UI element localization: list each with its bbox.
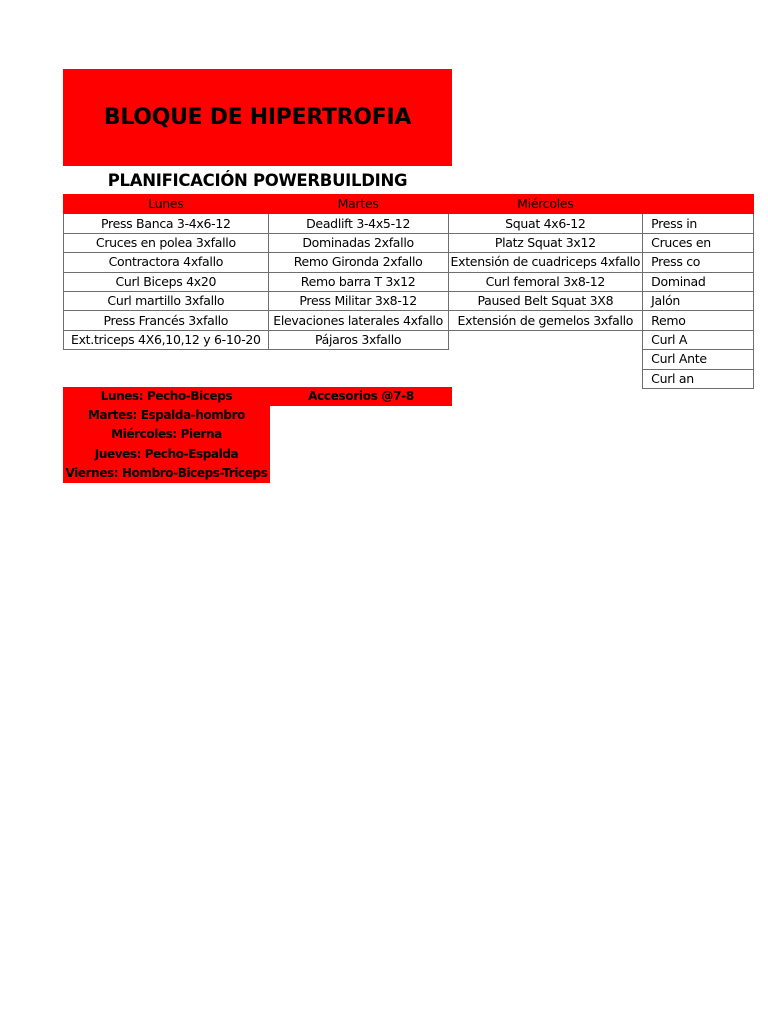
table-cell: Remo bbox=[643, 311, 754, 330]
table-cell bbox=[64, 369, 269, 388]
accesorios-label: Accesorios @7-8 bbox=[270, 387, 452, 406]
table-cell: Cruces en bbox=[643, 233, 754, 252]
table-cell: Elevaciones laterales 4xfallo bbox=[268, 311, 448, 330]
table-cell bbox=[268, 369, 448, 388]
table-cell: Press in bbox=[643, 214, 754, 233]
table-cell: Dominadas 2xfallo bbox=[268, 233, 448, 252]
column-header bbox=[643, 195, 754, 214]
table-row bbox=[64, 291, 754, 310]
table-cell: Curl Ante bbox=[643, 350, 754, 369]
split-item: Miércoles: Pierna bbox=[63, 425, 270, 444]
table-cell: Contractora 4xfallo bbox=[64, 253, 269, 272]
table-row bbox=[64, 311, 754, 330]
table-row bbox=[64, 233, 754, 252]
table-cell bbox=[448, 350, 643, 369]
table-cell: Press Francés 3xfallo bbox=[64, 311, 269, 330]
weekly-split-list bbox=[63, 387, 270, 483]
table-cell: Paused Belt Squat 3X8 bbox=[448, 291, 643, 310]
table-row bbox=[64, 330, 754, 349]
table-cell: Cruces en polea 3xfallo bbox=[64, 233, 269, 252]
table-cell: Pájaros 3xfallo bbox=[268, 330, 448, 349]
split-item: Lunes: Pecho-Biceps bbox=[63, 387, 270, 406]
table-cell: Deadlift 3-4x5-12 bbox=[268, 214, 448, 233]
table-row bbox=[64, 272, 754, 291]
table-header-row bbox=[64, 195, 754, 214]
split-item: Jueves: Pecho-Espalda bbox=[63, 445, 270, 464]
table-cell: Curl martillo 3xfallo bbox=[64, 291, 269, 310]
page-subtitle: PLANIFICACIÓN POWERBUILDING bbox=[107, 170, 408, 190]
table-cell: Extensión de cuadriceps 4xfallo bbox=[448, 253, 643, 272]
routine-table bbox=[63, 194, 754, 389]
table-cell bbox=[64, 350, 269, 369]
table-cell: Press Militar 3x8-12 bbox=[268, 291, 448, 310]
table-cell: Curl Biceps 4x20 bbox=[64, 272, 269, 291]
column-header: Lunes bbox=[64, 195, 269, 214]
table-cell: Curl femoral 3x8-12 bbox=[448, 272, 643, 291]
table-cell: Jalón bbox=[643, 291, 754, 310]
page-title: BLOQUE DE HIPERTROFIA bbox=[103, 105, 412, 130]
table-cell: Press co bbox=[643, 253, 754, 272]
table-cell bbox=[448, 330, 643, 349]
table-cell: Remo Gironda 2xfallo bbox=[268, 253, 448, 272]
table-cell: Press Banca 3-4x6-12 bbox=[64, 214, 269, 233]
table-cell: Platz Squat 3x12 bbox=[448, 233, 643, 252]
table-cell: Extensión de gemelos 3xfallo bbox=[448, 311, 643, 330]
table-cell: Curl an bbox=[643, 369, 754, 388]
table-row bbox=[64, 350, 754, 369]
split-item: Viernes: Hombro-Biceps-Triceps bbox=[63, 464, 270, 483]
split-item: Martes: Espalda-hombro bbox=[63, 406, 270, 425]
table-cell bbox=[268, 350, 448, 369]
column-header: Martes bbox=[268, 195, 448, 214]
table-cell bbox=[448, 369, 643, 388]
table-cell: Remo barra T 3x12 bbox=[268, 272, 448, 291]
table-cell: Squat 4x6-12 bbox=[448, 214, 643, 233]
table-row bbox=[64, 253, 754, 272]
table-row bbox=[64, 369, 754, 388]
table-cell: Dominad bbox=[643, 272, 754, 291]
table-row bbox=[64, 214, 754, 233]
table-cell: Ext.triceps 4X6,10,12 y 6-10-20 bbox=[64, 330, 269, 349]
column-header: Miércoles bbox=[448, 195, 643, 214]
table-cell: Curl A bbox=[643, 330, 754, 349]
